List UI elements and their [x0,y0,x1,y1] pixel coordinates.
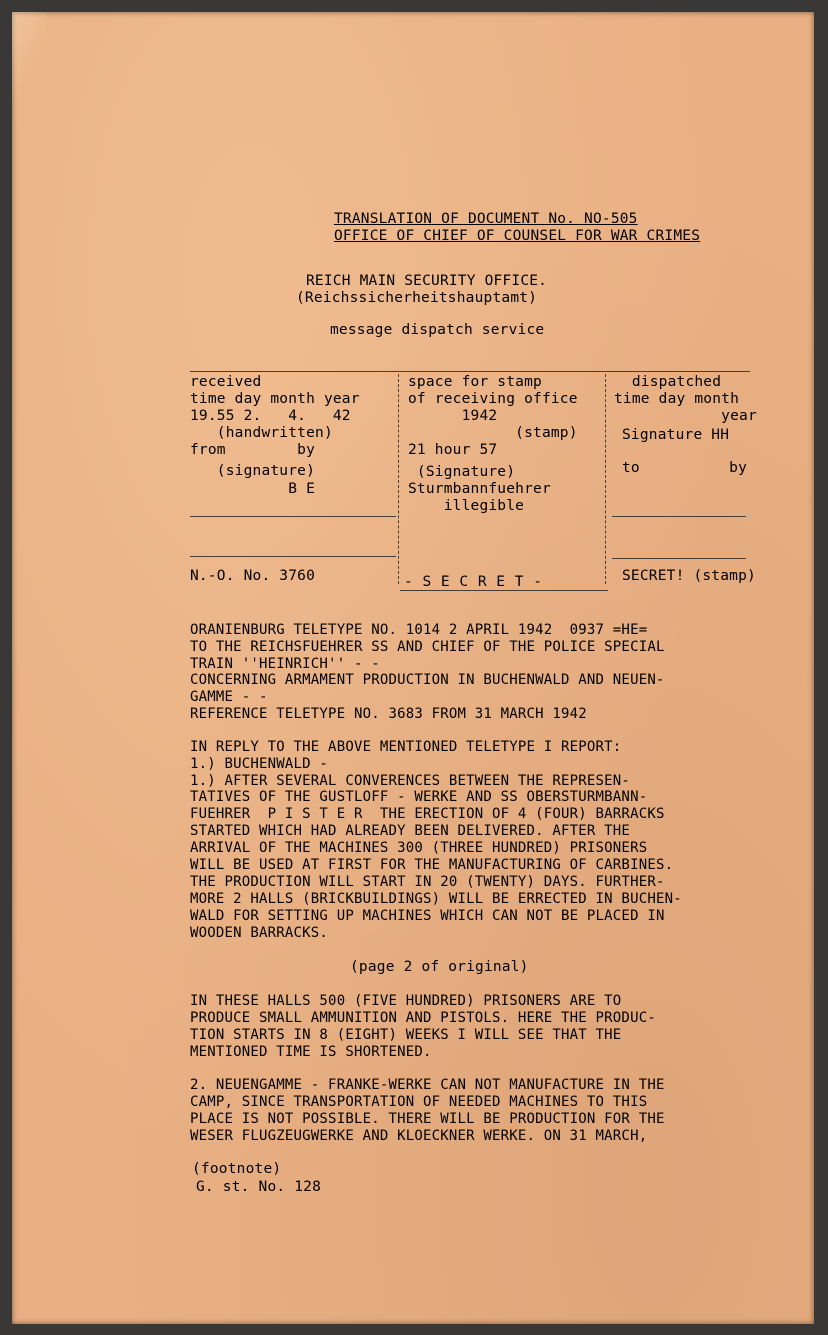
page-fold-shadow [12,12,46,102]
body-line: GAMME - - [190,689,268,705]
form-mid-line-7: Sturmbannfuehrer [408,481,551,497]
form-mid-line-6: (Signature) [408,464,516,480]
form-left-line-1: received [190,374,262,390]
body-line: TO THE REICHSFUEHRER SS AND CHIEF OF THE POLICE SPECIAL [190,639,665,655]
title-line-1: REICH MAIN SECURITY OFFICE. [306,273,548,289]
form-secret-mid: - S E C R E T - [404,574,543,590]
form-right-rule-1 [612,516,746,517]
body-line: 2. NEUENGAMME - FRANKE-WERKE CAN NOT MANUFACTURE IN THE [190,1077,665,1093]
form-left-rule-2 [190,556,396,557]
form-left-line-4: (handwritten) [190,425,333,441]
body-line: WESER FLUGZEUGWERKE AND KLOECKNER WERKE. ON 31 MARCH, [190,1128,648,1144]
header-line-1: TRANSLATION OF DOCUMENT No. NO-505 [334,211,638,227]
body-line: 1.) BUCHENWALD - [190,756,329,772]
body-line: THE PRODUCTION WILL START IN 20 (TWENTY) DAYS. FURTHER- [190,874,665,890]
form-mid-line-8: illegible [408,498,525,514]
body-line: REFERENCE TELETYPE NO. 3683 FROM 31 MARCH 1942 [190,706,587,722]
form-number: N.-O. No. 3760 [190,568,316,584]
form-mid-line-4: (stamp) [408,425,578,441]
body-line: TATIVES OF THE GUSTLOFF - WERKE AND SS OBERSTURMBANN- [190,789,648,805]
body-line: ARRIVAL OF THE MACHINES 300 (THREE HUNDRED) PRISONERS [190,840,648,856]
form-left-line-5: from by [190,442,316,458]
body-line: CAMP, SINCE TRANSPORTATION OF NEEDED MACHINES TO THIS [190,1094,648,1110]
page-note: (page 2 of original) [350,959,529,975]
body-line: CONCERNING ARMAMENT PRODUCTION IN BUCHENWALD AND NEUEN- [190,672,665,688]
body-line: FUEHRER P I S T E R THE ERECTION OF 4 (FOUR) BARRACKS [190,806,665,822]
form-mid-line-5: 21 hour 57 [408,442,498,458]
form-secret-right: SECRET! (stamp) [622,568,756,584]
body-line: TRAIN ''HEINRICH'' - - [190,656,380,672]
body-line: 1.) AFTER SEVERAL CONVERENCES BETWEEN THE REPRESEN- [190,773,631,789]
body-line: STARTED WHICH HAD ALREADY BEEN DELIVERED. AFTER THE [190,823,631,839]
form-left-line-3: 19.55 2. 4. 42 [190,408,351,424]
form-divider-right [605,374,608,584]
form-mid-line-2: of receiving office [408,391,578,407]
form-left-rule-1 [190,516,396,517]
form-right-line-3: year [614,408,757,424]
form-top-rule [190,371,750,372]
body-line: MORE 2 HALLS (BRICKBUILDINGS) WILL BE ERRECTED IN BUCHEN- [190,891,682,907]
footnote-label: (footnote) [192,1161,282,1177]
form-left-line-6: (signature) [190,463,316,479]
body-line: IN THESE HALLS 500 (FIVE HUNDRED) PRISONERS ARE TO [190,993,622,1009]
form-right-line-4: Signature HH [622,427,730,443]
form-mid-line-1: space for stamp [408,374,542,390]
body-line: IN REPLY TO THE ABOVE MENTIONED TELETYPE I REPORT: [190,739,622,755]
header-line-2: OFFICE OF CHIEF OF COUNSEL FOR WAR CRIMES [334,228,701,244]
title-line-2: (Reichssicherheitshauptamt) [296,290,538,306]
body-line: PLACE IS NOT POSSIBLE. THERE WILL BE PRODUCTION FOR THE [190,1111,665,1127]
form-right-line-5: to by [622,460,748,476]
form-left-line-7: B E [190,481,316,497]
body-line: PRODUCE SMALL AMMUNITION AND PISTOLS. HERE THE PRODUC- [190,1010,656,1026]
body-line: WALD FOR SETTING UP MACHINES WHICH CAN NOT BE PLACED IN [190,908,665,924]
body-line: WOODEN BARRACKS. [190,925,329,941]
form-right-line-1: dispatched [614,374,722,390]
body-line: TION STARTS IN 8 (EIGHT) WEEKS I WILL SEE THAT THE [190,1027,622,1043]
form-divider-left [398,374,401,584]
title-line-3: message dispatch service [330,322,545,338]
form-left-line-2: time day month year [190,391,360,407]
body-line: MENTIONED TIME IS SHORTENED. [190,1044,432,1060]
body-line: ORANIENBURG TELETYPE NO. 1014 2 APRIL 1942 0937 =HE= [190,622,648,638]
form-mid-line-3: 1942 [408,408,498,424]
form-right-rule-2 [612,558,746,559]
form-right-line-2: time day month [614,391,740,407]
body-line: WILL BE USED AT FIRST FOR THE MANUFACTURING OF CARBINES. [190,857,674,873]
footnote-text: G. st. No. 128 [196,1179,322,1195]
